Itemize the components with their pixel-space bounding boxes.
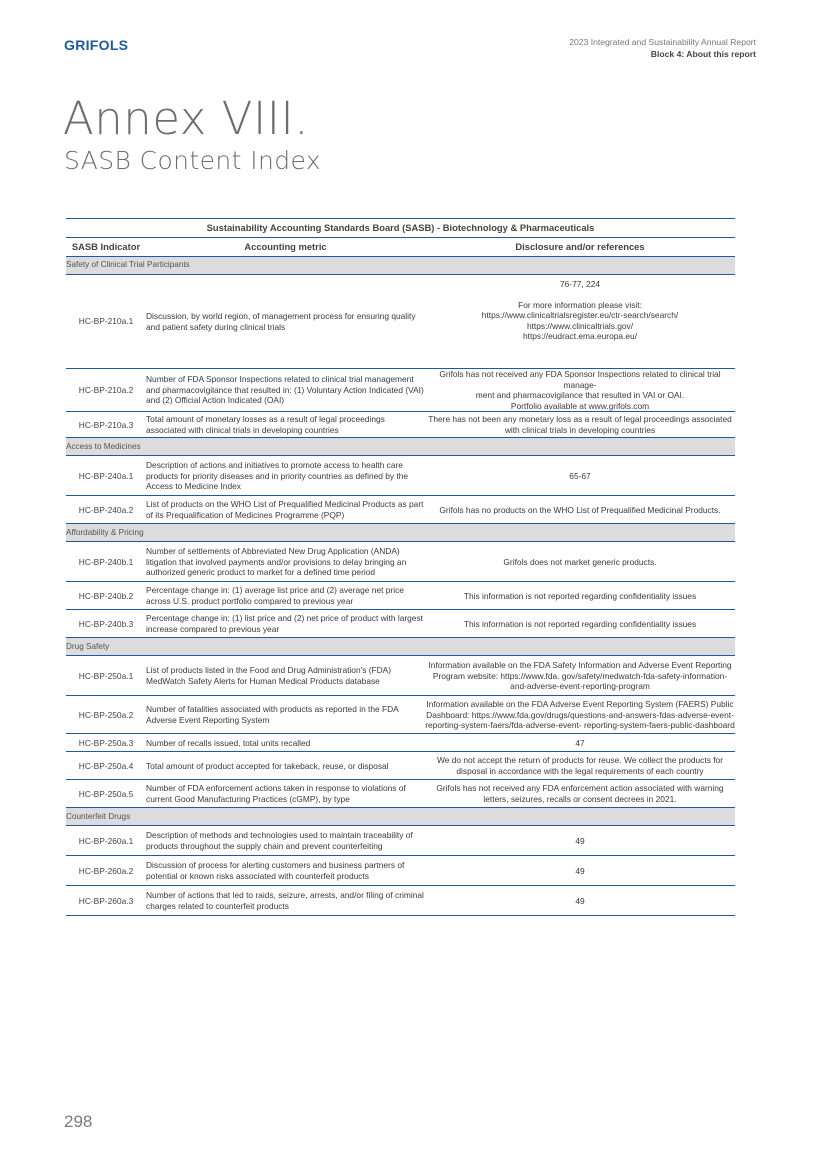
accounting-metric: Number of fatalities associated with products as reported in the FDA Adverse Event Reporting System <box>146 696 425 734</box>
table-row <box>66 369 735 412</box>
table-row <box>66 496 735 524</box>
disclosure: 49 <box>425 856 735 886</box>
disclosure-line: Grifols has not received any FDA Sponsor Inspections related to clinical trial manage- <box>439 369 721 390</box>
disclosure: Grifols does not market generic products. <box>425 542 735 582</box>
sasb-indicator: HC-BP-250a.1 <box>66 656 146 696</box>
table-row <box>66 412 735 438</box>
accounting-metric: Discussion of process for alerting customers and business partners of potential or known risks associated with counterfeit products <box>146 856 425 886</box>
disclosure: This information is not reported regarding confidentiality issues <box>425 610 735 638</box>
table-section-header <box>66 638 735 656</box>
disclosure: Grifols has no products on the WHO List of Prequalified Medicinal Products. <box>425 496 735 524</box>
section-title: Affordability & Pricing <box>66 524 735 542</box>
column-header-metric: Accounting metric <box>146 238 425 257</box>
sasb-indicator: HC-BP-260a.2 <box>66 856 146 886</box>
report-header <box>569 37 756 60</box>
table-section-header <box>66 524 735 542</box>
table-row <box>66 696 735 734</box>
section-title: Safety of Clinical Trial Participants <box>66 257 735 275</box>
table-row <box>66 456 735 496</box>
table-row <box>66 275 735 369</box>
grifols-logo: GRIFOLS <box>64 37 129 53</box>
page-number: 298 <box>64 1112 93 1131</box>
sasb-indicator: HC-BP-240a.2 <box>66 496 146 524</box>
table-row <box>66 856 735 886</box>
accounting-metric: Percentage change in: (1) list price and (2) net price of product with largest increase compared to previous year <box>146 610 425 638</box>
accounting-metric: Percentage change in: (1) average list price and (2) average net price across U.S. product portfolio compared to previous year <box>146 582 425 610</box>
table-section-header <box>66 438 735 456</box>
table-body <box>66 257 735 916</box>
accounting-metric: Description of methods and technologies used to maintain traceability of products throughout the supply chain and prevent counterfeiting <box>146 826 425 856</box>
sasb-indicator: HC-BP-240b.1 <box>66 542 146 582</box>
accounting-metric: Number of recalls issued, total units recalled <box>146 734 425 752</box>
page-subtitle: SASB Content Index <box>64 146 322 175</box>
table-caption: Sustainability Accounting Standards Board (SASB) - Biotechnology & Pharmaceuticals <box>66 219 735 238</box>
disclosure: Information available on the FDA Adverse Event Reporting System (FAERS) Public Dashboard: https://www.fda.gov/drugs/questions-and-answers-fdas-adverse-event-reporting-system-faers/fda-adverse-event- reporting-system-faers-public-dashboard <box>425 696 735 734</box>
accounting-metric: Total amount of monetary losses as a result of legal proceedings associated with clinical trials in developing countries <box>146 412 425 438</box>
table-row <box>66 582 735 610</box>
disclosure: 65-67 <box>425 456 735 496</box>
column-header-disclosure: Disclosure and/or references <box>425 238 735 257</box>
accounting-metric: Number of FDA Sponsor Inspections related to clinical trial management and pharmacovigilance that resulted in: (1) Voluntary Action Indicated (VAI) and (2) Official Action Indicated (OAI) <box>146 369 425 412</box>
disclosure-line: ment and pharmacovigilance that resulted in VAI or OAI. <box>475 390 685 401</box>
disclosure <box>425 275 735 369</box>
table-row <box>66 826 735 856</box>
sasb-indicator: HC-BP-210a.3 <box>66 412 146 438</box>
table-row <box>66 542 735 582</box>
disclosure-line: https://www.clinicaltrials.gov/ <box>526 320 634 331</box>
disclosure-pages: 76-77, 224 <box>559 279 601 289</box>
disclosure: Information available on the FDA Safety Information and Adverse Event Reporting Program website: https://www.fda. gov/safety/medwatch-fda-safety-information-and-adverse-event-reporting-program <box>425 656 735 696</box>
disclosure-line: For more information please visit: <box>518 299 642 310</box>
table-row <box>66 886 735 916</box>
page-title: Annex VIII. <box>63 92 310 145</box>
disclosure: We do not accept the return of products for reuse. We collect the products for disposal in accordance with the legal requirements of each country <box>425 752 735 780</box>
sasb-indicator: HC-BP-250a.2 <box>66 696 146 734</box>
report-block: Block 4: About this report <box>650 48 756 59</box>
accounting-metric: Total amount of product accepted for takeback, reuse, or disposal <box>146 752 425 780</box>
disclosure: 47 <box>425 734 735 752</box>
disclosure: Grifols has not received any FDA enforcement action associated with warning letters, seizures, recalls or consent decrees in 2021. <box>425 780 735 808</box>
accounting-metric: Number of actions that led to raids, seizure, arrests, and/or filing of criminal charges related to counterfeit products <box>146 886 425 916</box>
sasb-indicator: HC-BP-240a.1 <box>66 456 146 496</box>
sasb-indicator: HC-BP-210a.2 <box>66 369 146 412</box>
table-section-header <box>66 808 735 826</box>
accounting-metric: Number of settlements of Abbreviated New Drug Application (ANDA) litigation that involved payments and/or provisions to delay bringing an authorized generic product to market for a defined time period <box>146 542 425 582</box>
report-title: 2023 Integrated and Sustainability Annual Report <box>569 37 756 47</box>
disclosure-line: https://www.clinicaltrialsregister.eu/ctr-search/search/ <box>481 310 679 321</box>
accounting-metric: Discussion, by world region, of management process for ensuring quality and patient safety during clinical trials <box>146 275 425 369</box>
table-row <box>66 780 735 808</box>
section-title: Access to Medicines <box>66 438 735 456</box>
table-row <box>66 656 735 696</box>
accounting-metric: List of products listed in the Food and Drug Administration's (FDA) MedWatch Safety Alerts for Human Medical Products database <box>146 656 425 696</box>
sasb-content-table <box>66 218 735 916</box>
sasb-indicator: HC-BP-240b.2 <box>66 582 146 610</box>
column-header-indicator: SASB Indicator <box>66 238 146 257</box>
disclosure-line: Portfolio available at www.grifols.com <box>510 400 650 411</box>
sasb-indicator: HC-BP-240b.3 <box>66 610 146 638</box>
sasb-indicator: HC-BP-250a.3 <box>66 734 146 752</box>
table-section-header <box>66 257 735 275</box>
sasb-indicator: HC-BP-250a.5 <box>66 780 146 808</box>
table-row <box>66 610 735 638</box>
section-title: Counterfeit Drugs <box>66 808 735 826</box>
disclosure-line: https://eudract.ema.europa.eu/ <box>522 331 638 342</box>
accounting-metric: List of products on the WHO List of Prequalified Medicinal Products as part of its Prequalification of Medicines Programme (PQP) <box>146 496 425 524</box>
disclosure: There has not been any monetary loss as a result of legal proceedings associated with clinical trials in developing countries <box>425 412 735 438</box>
disclosure <box>425 369 735 412</box>
section-title: Drug Safety <box>66 638 735 656</box>
disclosure: 49 <box>425 886 735 916</box>
accounting-metric: Number of FDA enforcement actions taken in response to violations of current Good Manufacturing Practices (cGMP), by type <box>146 780 425 808</box>
sasb-indicator: HC-BP-260a.3 <box>66 886 146 916</box>
disclosure: 49 <box>425 826 735 856</box>
sasb-indicator: HC-BP-210a.1 <box>66 275 146 369</box>
spacer <box>425 290 735 300</box>
sasb-indicator: HC-BP-250a.4 <box>66 752 146 780</box>
sasb-indicator: HC-BP-260a.1 <box>66 826 146 856</box>
table-row <box>66 752 735 780</box>
disclosure: This information is not reported regarding confidentiality issues <box>425 582 735 610</box>
accounting-metric: Description of actions and initiatives to promote access to health care products for priority diseases and in priority countries as defined by the Access to Medicine Index <box>146 456 425 496</box>
table-row <box>66 734 735 752</box>
